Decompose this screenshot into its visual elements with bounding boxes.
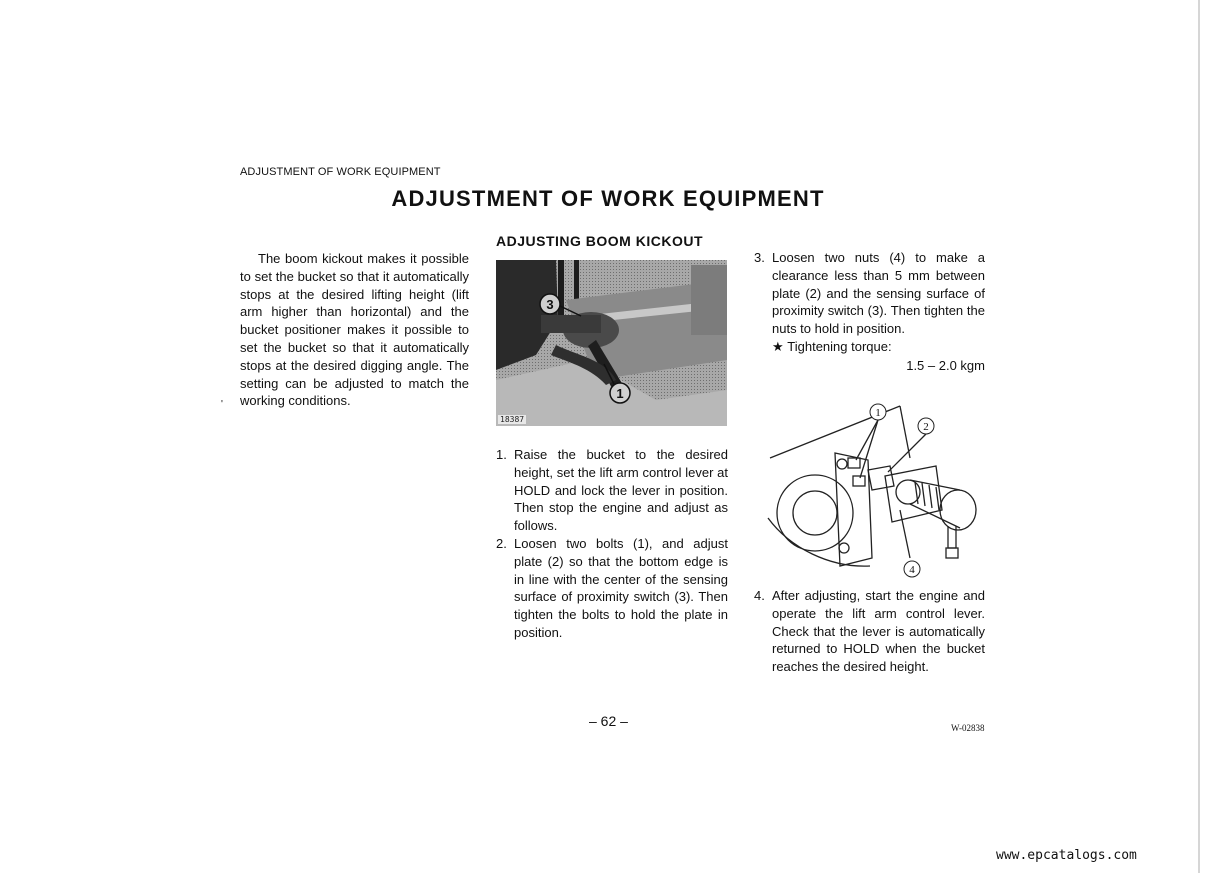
step-number: 3. — [754, 250, 765, 265]
step-number: 1. — [496, 447, 507, 462]
star-icon: ★ — [772, 338, 784, 354]
document-code: W-02838 — [951, 723, 985, 733]
step-2 — [496, 535, 728, 642]
step-text: Raise the bucket to the desired height, set the lift arm control lever at HOLD and lock the lever in position. Then stop the engine and adjust as follows. — [514, 447, 728, 534]
torque-label-row — [772, 338, 985, 356]
torque-value: 1.5 – 2.0 kgm — [906, 357, 985, 373]
step-number: 2. — [496, 535, 507, 551]
steps-right-column-bottom — [754, 587, 985, 676]
photo-callout-1: 1 — [616, 386, 624, 401]
photo-callout-3: 3 — [546, 297, 554, 312]
steps-right-column-top — [754, 249, 985, 375]
margin-mark: ' — [221, 399, 223, 410]
adjustment-diagram — [760, 398, 988, 580]
section-title: ADJUSTING BOOM KICKOUT — [496, 233, 703, 249]
step-1 — [496, 446, 728, 535]
photo-id-label: 18387 — [500, 415, 525, 424]
page-number: – 62 – — [589, 713, 628, 729]
torque-spec — [754, 338, 985, 375]
diagram-drawing — [760, 398, 988, 580]
step-text: Loosen two nuts (4) to make a clearance less than 5 mm between plate (2) and the sensing surface of proximity switch (3). Then tighten the nuts to hold in position. — [772, 250, 985, 337]
step-4 — [754, 587, 985, 676]
step-3 — [754, 249, 985, 338]
torque-label: Tightening torque: — [787, 338, 892, 354]
steps-middle-column — [496, 446, 728, 642]
boom-kickout-photo — [496, 260, 727, 426]
diagram-label-2: 2 — [923, 421, 929, 433]
page-title: ADJUSTMENT OF WORK EQUIPMENT — [391, 186, 825, 211]
step-text: After adjusting, start the engine and operate the lift arm control lever. Check that the lever is automatically returned to HOLD when the bucket reaches the desired height. — [772, 588, 985, 675]
intro-paragraph: The boom kickout makes it possible to set the bucket so that it automatically stops at the desired lifting height (lift arm higher than horizontal) and the bucket positioner makes it possible to set the bucket so that it automatically stops at the desired digging angle. The setting can be adjusted to match the working conditions. — [240, 251, 469, 409]
step-number: 4. — [754, 588, 765, 603]
page-edge-line — [1198, 0, 1200, 873]
watermark-link[interactable]: www.epcatalogs.com — [996, 848, 1137, 863]
diagram-label-4: 4 — [909, 564, 915, 576]
diagram-label-1: 1 — [875, 407, 881, 419]
running-header: ADJUSTMENT OF WORK EQUIPMENT — [240, 166, 441, 178]
step-text: Loosen two bolts (1), and adjust plate (2) so that the bottom edge is in line with the center of the sensing surface of proximity switch (3). Then tighten the bolts to hold the plate in position. — [514, 535, 728, 640]
photo-drawing — [496, 260, 727, 426]
